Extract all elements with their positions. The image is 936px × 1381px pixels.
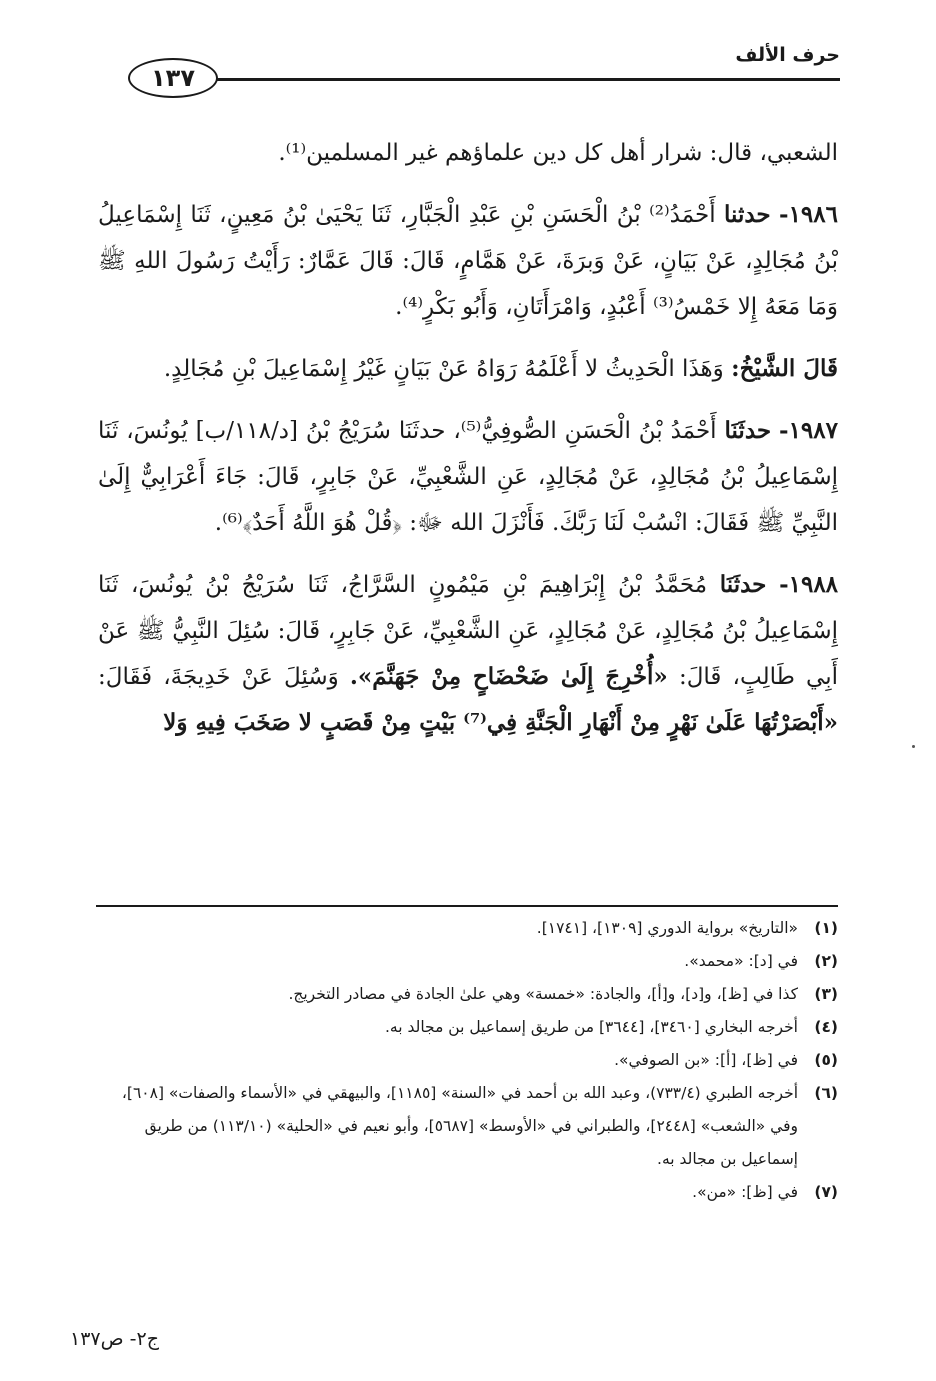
footnote-text: كذا في [ظ]، و[د]، و[أ]، والجادة: «خمسة» وهي علىٰ الجادة في مصادر التخريج.	[288, 985, 798, 1003]
footnote	[96, 1176, 838, 1209]
paragraph-continuation	[98, 130, 838, 176]
footnote	[96, 978, 838, 1011]
hadith-text: مُحَمَّدُ بْنُ إِبْرَاهِيمَ بْنِ مَيْمُونٍ السَّرَّاجُ، ثَنَا سُرَيْجُ بْنُ يُونُسَ، ثَنَا إِسْمَاعِيلُ بْنُ مُجَالِدٍ، عَنْ مُجَالِدٍ، عَنِ الشَّعْبِيِّ، عَنْ جَابِرٍ، قَالَ: سُئِلَ النَّبِيُّ ﷺ عَنْ أَبِي طَالِبٍ، قَالَ:	[98, 572, 838, 690]
hadith-1987	[98, 408, 838, 546]
hadith-lead: حدثَنَا	[719, 571, 767, 598]
footnote-number: (٦)	[814, 1084, 838, 1102]
footnote-text: أخرجه الطبري (٧٣٣/٤)، وعبد الله بن أحمد في «السنة» [١١٨٥]، والبيهقي في «الأسماء والصفات» [٦٠٨]، وفي «الشعب» [٢٤٤٨]، والطبراني في «الأوسط» [٥٦٨٧]، وأبو نعيم في «الحلية» (١١٣/١٠) من طريق إسماعيل بن مجالد به.	[121, 1084, 798, 1168]
hadith-text: أَحْمَدُ بْنُ الْحَسَنِ الصُّوفِيُّ⁽⁵⁾، حدثَنَا سُرَيْجُ بْنُ [د/١١٨/ب] يُونُسَ، ثَنَا إِسْمَاعِيلُ بْنُ مُجَالِدٍ، عَنْ مُجَالِدٍ، عَنِ الشَّعْبِيِّ، عَنْ جَابِرٍ، قَالَ: جَاءَ أَعْرَابِيٌّ إِلَىٰ النَّبِيِّ ﷺ فَقَالَ: انْسُبْ لَنَا رَبَّكَ. فَأَنْزَلَ الله ﷻ: ﴿قُلْ هُوَ اللَّهُ أَحَدٌ﴾⁽⁶⁾.	[98, 418, 838, 536]
hadith-number: ١٩٨٧-	[779, 417, 838, 444]
footnote-number: (٥)	[814, 1051, 838, 1069]
footnote-text: في [د]: «محمد».	[684, 952, 798, 970]
footnote	[96, 1011, 838, 1044]
hadith-quote: «أَبْصَرْتُهَا عَلَىٰ نَهْرٍ مِنْ أَنْهَارِ الْجَنَّةِ فِي⁽⁷⁾ بَيْتٍ مِنْ قَصَبٍ لا صَخَبَ فِيهِ وَلا	[163, 709, 838, 736]
page-reference: ج٢- ص١٣٧	[70, 1328, 159, 1350]
footnote	[96, 912, 838, 945]
chapter-title: حرف الألف	[735, 44, 840, 66]
footnote	[96, 1077, 838, 1176]
footnote-number: (٤)	[814, 1018, 838, 1036]
footnote	[96, 1044, 838, 1077]
shaykh-comment	[98, 346, 838, 392]
shaykh-label: قَالَ الشَّيْخُ:	[731, 355, 838, 382]
header-rule	[130, 78, 840, 81]
hadith-1986	[98, 192, 838, 330]
shaykh-text: وَهَذَا الْحَدِيثُ لا أَعْلَمُهُ رَوَاهُ عَنْ بَيَانٍ غَيْرُ إِسْمَاعِيلَ بْنِ مُجَالِدٍ.	[163, 356, 724, 382]
hadith-number: ١٩٨٦-	[779, 201, 838, 228]
page-number: ١٣٧	[128, 58, 218, 98]
footnotes	[96, 912, 838, 1209]
continuation-text: الشعبي، قال: شرار أهل كل دين علماؤهم غير المسلمين⁽¹⁾.	[278, 140, 838, 166]
footnote-text: في [ظ]: «من».	[692, 1183, 798, 1201]
hadith-1988	[98, 562, 838, 746]
scan-speck	[912, 745, 915, 748]
footnote-text: «التاريخ» برواية الدوري [١٣٠٩]، [١٧٤١].	[536, 919, 798, 937]
footnote-text: في [ظ]، [أ]: «بن الصوفي».	[614, 1051, 798, 1069]
footnote-number: (٢)	[814, 952, 838, 970]
main-text	[98, 130, 838, 762]
footnote	[96, 945, 838, 978]
footnote-text: أخرجه البخاري [٣٤٦٠]، [٣٦٤٤] من طريق إسماعيل بن مجالد به.	[385, 1018, 798, 1036]
hadith-text: أَحْمَدُ⁽²⁾ بْنُ الْحَسَنِ بْنِ عَبْدِ الْجَبَّارِ، ثَنَا يَحْيَىٰ بْنُ مَعِينٍ، ثَنَا إِسْمَاعِيلُ بْنُ مُجَالِدٍ، عَنْ بَيَانٍ، عَنْ وَبرَةَ، عَنْ هَمَّامٍ، قَالَ: قَالَ عَمَّارٌ: رَأَيْتُ رَسُولَ اللهِ ﷺ وَمَا مَعَهُ إِلا خَمْسُ⁽³⁾ أَعْبُدٍ، وَامْرَأَتَانِ، وَأَبُو بَكْرٍ⁽⁴⁾.	[98, 202, 838, 320]
hadith-number: ١٩٨٨-	[779, 571, 839, 598]
footnote-divider	[96, 905, 838, 907]
hadith-quote: «أُخْرِجَ إِلَىٰ ضَحْضَاحٍ مِنْ جَهَنَّمَ».	[349, 663, 668, 690]
footnote-number: (١)	[814, 919, 838, 937]
footnote-number: (٣)	[814, 985, 838, 1003]
hadith-text-mid: وَسُئِلَ عَنْ خَدِيجَةَ، فَقَالَ:	[98, 664, 339, 690]
page-header	[100, 40, 840, 100]
hadith-lead: حدثنا	[724, 201, 771, 228]
footnote-number: (٧)	[814, 1183, 838, 1201]
hadith-lead: حدثَنَا	[724, 417, 772, 444]
